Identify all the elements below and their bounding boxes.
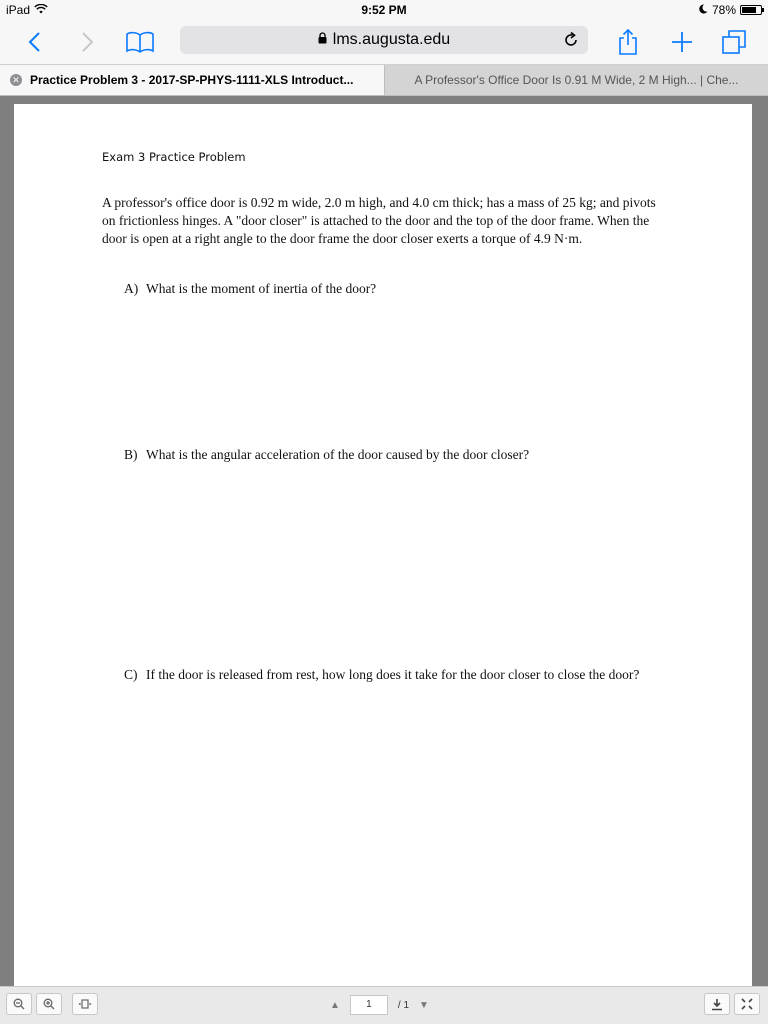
tab-title: A Professor's Office Door Is 0.91 M Wide, 2 M High... | Che...: [414, 73, 739, 87]
address-bar[interactable]: [180, 26, 588, 54]
tabs-button[interactable]: [718, 26, 750, 58]
pdf-page: [14, 104, 752, 986]
share-icon: [618, 29, 638, 55]
tabs-icon: [722, 30, 746, 54]
url-text: lms.augusta.edu: [332, 31, 451, 48]
forward-icon: [81, 31, 95, 53]
status-bar: [0, 0, 768, 20]
back-button[interactable]: [18, 26, 50, 58]
question-c: [124, 666, 664, 684]
zoom-in-button[interactable]: [36, 993, 62, 1015]
moon-icon: [699, 3, 708, 17]
nav-bar: [0, 20, 768, 64]
fit-width-button[interactable]: [72, 993, 98, 1015]
question-text: If the door is released from rest, how long does it take for the door closer to close the door?: [146, 667, 640, 682]
download-button[interactable]: [704, 993, 730, 1015]
close-tab-icon[interactable]: ✕: [10, 74, 22, 86]
lock-icon: [318, 31, 327, 49]
battery-fill: [742, 7, 756, 13]
question-label: C): [124, 667, 138, 682]
question-text: What is the angular acceleration of the door caused by the door closer?: [146, 447, 530, 462]
bookmarks-icon: [125, 31, 155, 53]
question-label: A): [124, 281, 139, 296]
reload-icon[interactable]: [562, 31, 580, 49]
question-b: [124, 446, 664, 464]
question-label: B): [124, 447, 138, 462]
zoom-out-icon: [13, 998, 25, 1010]
tab-title: Practice Problem 3 - 2017-SP-PHYS-1111-XLS Introduct...: [30, 73, 354, 87]
fullscreen-icon: [741, 998, 753, 1010]
document-header: Exam 3 Practice Problem: [102, 150, 246, 164]
battery-icon: [740, 5, 762, 15]
fit-width-icon: [78, 999, 92, 1009]
battery-percent: 78%: [711, 3, 736, 17]
download-icon: [711, 998, 723, 1011]
tab-chegg-question[interactable]: [384, 65, 768, 95]
pdf-toolbar: [0, 986, 768, 1024]
pdf-viewer[interactable]: [0, 96, 768, 986]
zoom-in-icon: [43, 998, 55, 1010]
forward-button[interactable]: [72, 26, 104, 58]
new-tab-icon: [671, 31, 693, 53]
page-navigation: [330, 995, 429, 1015]
device-name: iPad: [6, 3, 31, 17]
next-page-icon[interactable]: ▼: [419, 999, 429, 1011]
bookmarks-button[interactable]: [122, 26, 158, 58]
back-icon: [27, 31, 41, 53]
question-a: [124, 280, 664, 298]
fullscreen-button[interactable]: [734, 993, 760, 1015]
new-tab-button[interactable]: [666, 26, 698, 58]
problem-statement: A professor's office door is 0.92 m wide, 2.0 m high, and 4.0 cm thick; has a mass of 25 kg; and pivots on frictionless hinges. A "door closer" is attached to the door and the top of the door frame. When the door is open at a right angle to the door frame the door closer exerts a torque of 4.9 N·m.: [102, 195, 656, 246]
status-time: 9:52 PM: [361, 3, 407, 17]
tab-practice-problem[interactable]: [0, 65, 384, 95]
tab-bar: [0, 64, 768, 96]
status-right: [699, 3, 762, 17]
page-total: / 1: [397, 999, 410, 1011]
zoom-out-button[interactable]: [6, 993, 32, 1015]
share-button[interactable]: [612, 26, 644, 58]
question-text: What is the moment of inertia of the door?: [146, 281, 377, 296]
previous-page-icon[interactable]: ▲: [330, 999, 340, 1011]
page-number-input[interactable]: 1: [350, 995, 388, 1015]
